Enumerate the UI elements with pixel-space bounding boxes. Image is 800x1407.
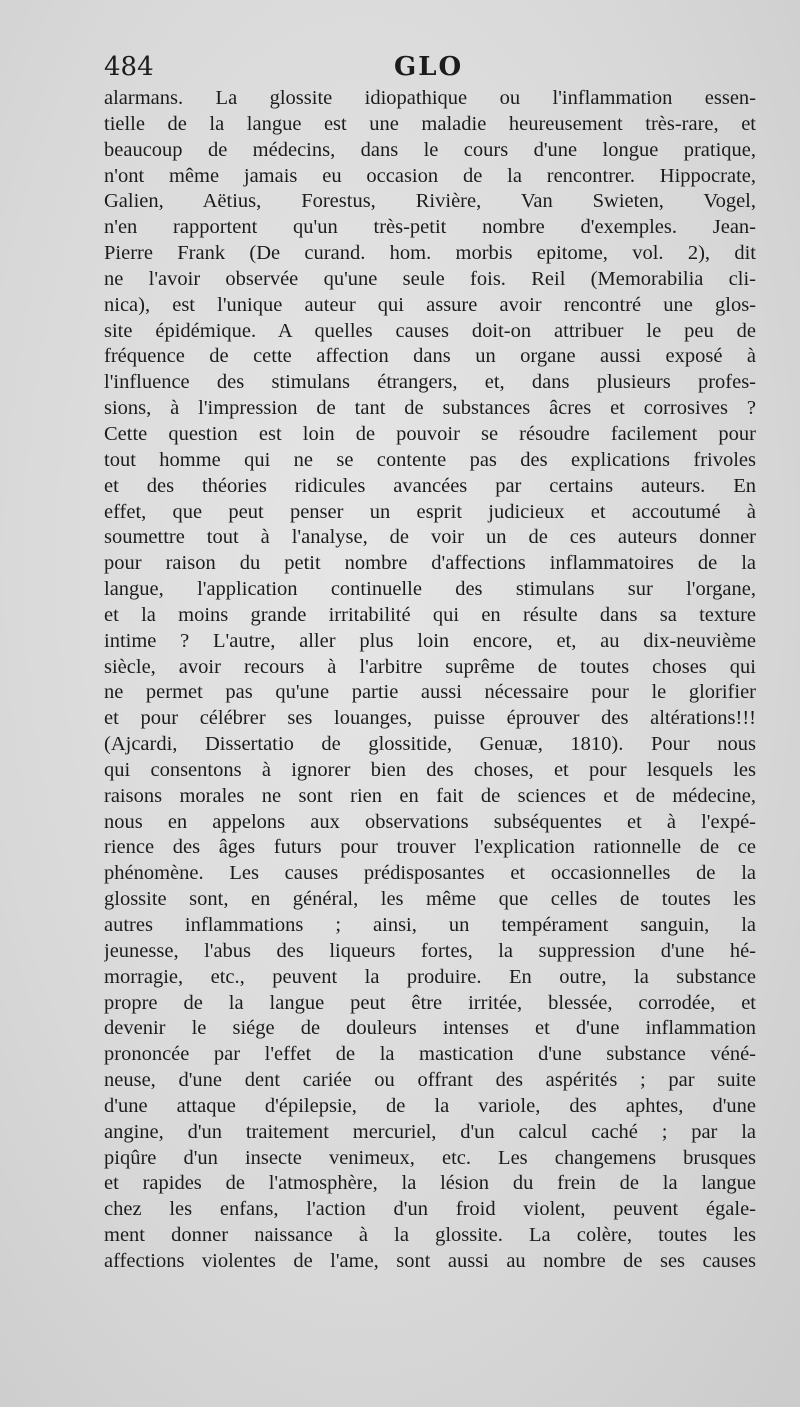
- text-line: tout homme qui ne se contente pas des explications frivoles: [104, 448, 756, 471]
- text-line: phénomène. Les causes prédisposantes et occasionnelles de la: [104, 862, 756, 885]
- text-line: effet, que peut penser un esprit judicieux et accoutumé à: [104, 500, 756, 523]
- text-line: jeunesse, l'abus des liqueurs fortes, la suppression d'une hé-: [104, 939, 756, 962]
- text-line: l'influence des stimulans étrangers, et, dans plusieurs profes-: [104, 371, 756, 394]
- text-line: rience des âges futurs pour trouver l'explication rationnelle de ce: [104, 836, 756, 859]
- page-header: [104, 50, 754, 86]
- text-line: raisons morales ne sont rien en fait de sciences et de médecine,: [104, 784, 756, 807]
- text-line: angine, d'un traitement mercuriel, d'un calcul caché ; par la: [104, 1120, 756, 1143]
- text-line: propre de la langue peut être irritée, blessée, corrodée, et: [104, 991, 756, 1014]
- text-line: et rapides de l'atmosphère, la lésion du frein de la langue: [104, 1172, 756, 1195]
- text-line: et la moins grande irritabilité qui en résulte dans sa texture: [104, 603, 756, 626]
- text-line: et des théories ridicules avancées par certains auteurs. En: [104, 474, 756, 497]
- text-line: tielle de la langue est une maladie heureusement très-rare, et: [104, 112, 756, 135]
- text-line: ne permet pas qu'une partie aussi nécessaire pour le glorifier: [104, 681, 756, 704]
- text-line: intime ? L'autre, aller plus loin encore, et, au dix-neuvième: [104, 629, 756, 652]
- text-line: prononcée par l'effet de la mastication d'une substance véné-: [104, 1043, 756, 1066]
- text-line: langue, l'application continuelle des stimulans sur l'organe,: [104, 578, 756, 601]
- text-line: glossite sont, en général, les même que celles de toutes les: [104, 888, 756, 911]
- text-line: Galien, Aëtius, Forestus, Rivière, Van Swieten, Vogel,: [104, 190, 756, 213]
- text-line: et pour célébrer ses louanges, puisse éprouver des altérations!!!: [104, 707, 756, 730]
- text-line: ne l'avoir observée qu'une seule fois. Reil (Memorabilia cli-: [104, 267, 756, 290]
- text-line: site épidémique. A quelles causes doit-on attribuer le peu de: [104, 319, 756, 342]
- text-line: n'en rapportent qu'un très-petit nombre d'exemples. Jean-: [104, 216, 756, 239]
- text-line: sions, à l'impression de tant de substances âcres et corrosives ?: [104, 397, 756, 420]
- text-line: Cette question est loin de pouvoir se résoudre facilement pour: [104, 422, 756, 445]
- text-line: pour raison du petit nombre d'affections inflammatoires de la: [104, 552, 756, 575]
- text-line: soumettre tout à l'analyse, de voir un de ces auteurs donner: [104, 526, 756, 549]
- running-title: GLO: [394, 52, 464, 82]
- text-line: Pierre Frank (De curand. hom. morbis epitome, vol. 2), dit: [104, 242, 756, 265]
- text-line: morragie, etc., peuvent la produire. En outre, la substance: [104, 965, 756, 988]
- text-line: siècle, avoir recours à l'arbitre suprême de toutes choses qui: [104, 655, 756, 678]
- text-line: neuse, d'une dent cariée ou offrant des aspérités ; par suite: [104, 1069, 756, 1092]
- text-line: beaucoup de médecins, dans le cours d'une longue pratique,: [104, 138, 756, 161]
- text-line: nica), est l'unique auteur qui assure avoir rencontré une glos-: [104, 293, 756, 316]
- text-line: nous en appelons aux observations subséquentes et à l'expé-: [104, 810, 756, 833]
- text-line: autres inflammations ; ainsi, un tempérament sanguin, la: [104, 914, 756, 936]
- text-line: alarmans. La glossite idiopathique ou l'inflammation essen-: [104, 87, 756, 109]
- text-line: qui consentons à ignorer bien des choses, et pour lesquels les: [104, 758, 756, 781]
- text-line: ment donner naissance à la glossite. La colère, toutes les: [104, 1224, 756, 1247]
- page-number: 484: [104, 52, 154, 82]
- text-line: chez les enfans, l'action d'un froid violent, peuvent égale-: [104, 1198, 756, 1221]
- text-line: fréquence de cette affection dans un organe aussi exposé à: [104, 345, 756, 368]
- text-line: affections violentes de l'ame, sont aussi au nombre de ses causes: [104, 1249, 756, 1272]
- text-line: (Ajcardi, Dissertatio de glossitide, Genuæ, 1810). Pour nous: [104, 733, 756, 756]
- text-line: n'ont même jamais eu occasion de la rencontrer. Hippocrate,: [104, 164, 756, 187]
- body-text: [104, 86, 756, 1275]
- text-line: d'une attaque d'épilepsie, de la variole, des aphtes, d'une: [104, 1094, 756, 1117]
- text-line: piqûre d'un insecte venimeux, etc. Les changemens brusques: [104, 1146, 756, 1169]
- text-line: devenir le siége de douleurs intenses et d'une inflammation: [104, 1017, 756, 1040]
